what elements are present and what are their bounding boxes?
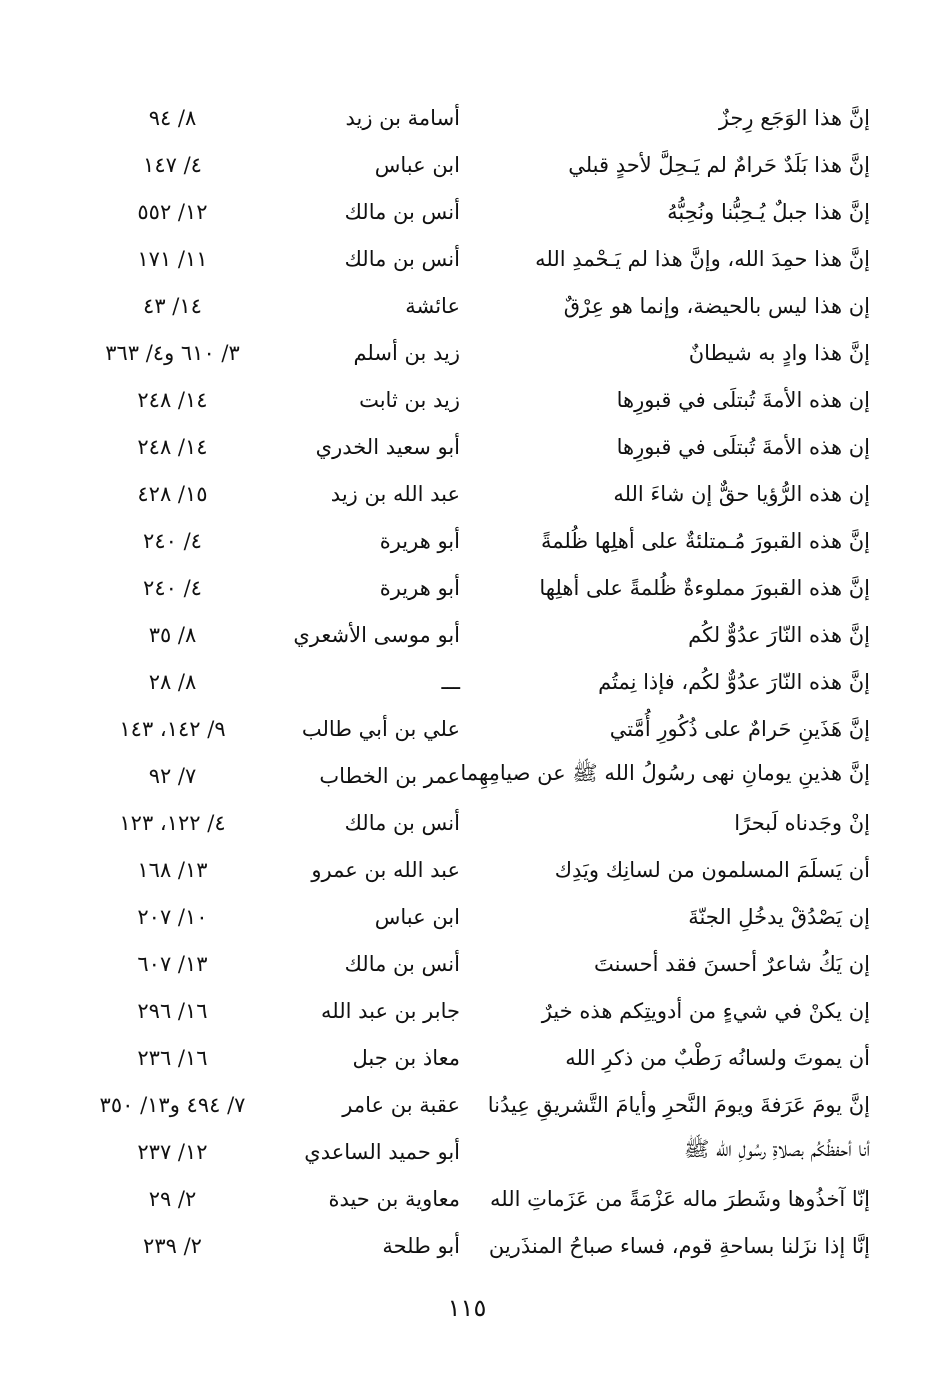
narrator-name: أنس بن مالك — [344, 951, 460, 976]
hadith-text: إنَّ هذه النّارَ عدُوٌّ لكُم — [688, 622, 870, 647]
hadith-text: إنَّ هذه القبورَ مُـمتلئةٌ على أهلِها ظُلمةً — [540, 528, 870, 553]
table-row — [70, 564, 870, 611]
volume-page-ref: ١٥/ ٤٢٨ — [137, 481, 208, 506]
narrator-name: علي بن أبي طالب — [301, 716, 460, 741]
narrator-name: أنس بن مالك — [344, 246, 460, 271]
narrator-name: زيد بن ثابت — [359, 387, 460, 412]
table-row — [70, 940, 870, 987]
table-row — [70, 1081, 870, 1128]
volume-page-ref: ١٤/ ٤٣ — [143, 293, 202, 318]
hadith-text: إنَّ هذينِ يومانِ نهى رسُولُ الله ﷺ عن صيامِهِما — [460, 761, 870, 785]
volume-page-ref: ٤/ ٢٤٠ — [143, 575, 202, 600]
narrator-name: ابن عباس — [374, 152, 460, 177]
hadith-text: إنَّ هذا الوَجَع رِجزٌ — [718, 105, 870, 130]
volume-page-ref: ١٤/ ٢٤٨ — [137, 434, 208, 459]
volume-page-ref: ١٣/ ٦٠٧ — [137, 951, 208, 976]
volume-page-ref: ١٣/ ١٦٨ — [137, 857, 208, 882]
volume-page-ref: ٢/ ٢٣٩ — [143, 1233, 202, 1258]
hadith-text: إن هذا ليس بالحيضة، وإنما هو عِرْقٌ — [563, 293, 870, 318]
hadith-text: إن يكنْ في شيءٍ من أدويتِكم هذه خيرٌ — [541, 998, 870, 1023]
table-row — [70, 235, 870, 282]
narrator-name: عمر بن الخطاب — [319, 763, 460, 788]
hadith-text: إن يَكُ شاعرٌ أحسنَ فقد أحسنتَ — [593, 951, 870, 976]
narrator-name: أنس بن مالك — [344, 810, 460, 835]
volume-page-ref: ٧/ ٤٩٤ و١٣/ ٣٥٠ — [99, 1092, 246, 1117]
table-row — [70, 94, 870, 141]
table-row — [70, 1222, 870, 1269]
narrator-name: أبو طلحة — [382, 1233, 460, 1258]
hadith-text: إنَّ هَذَينِ حَرامٌ على ذُكُورِ أُمَّتي — [609, 716, 870, 741]
table-row — [70, 470, 870, 517]
narrator-name: جابر بن عبد الله — [320, 998, 460, 1023]
volume-page-ref: ١٦/ ٢٩٦ — [137, 998, 208, 1023]
hadith-text: إنَّ يومَ عَرَفةَ ويومَ النَّحرِ وأيامَ التَّشريقِ عِيدُنا — [487, 1092, 870, 1117]
narrator-name: أبو هريرة — [379, 575, 460, 600]
table-row — [70, 1034, 870, 1081]
hadith-index-table — [70, 94, 870, 1269]
volume-page-ref: ٨/ ٢٨ — [148, 669, 197, 694]
volume-page-ref: ١١/ ١٧١ — [137, 246, 208, 271]
hadith-text: إنَّا إذا نزَلنا بساحةِ قوم، فساء صباحُ المنذَرين — [488, 1233, 870, 1258]
volume-page-ref: ٣/ ٦١٠ و٤/ ٣٦٣ — [105, 340, 240, 365]
hadith-text: أن يموتَ ولسانُه رَطْبٌ من ذكرِ الله — [565, 1045, 870, 1070]
narrator-name: عبد الله بن عمرو — [311, 857, 460, 882]
table-row — [70, 1175, 870, 1222]
volume-page-ref: ١٠/ ٢٠٧ — [137, 904, 208, 929]
narrator-name: أبو هريرة — [379, 528, 460, 553]
volume-page-ref: ١٦/ ٢٣٦ — [137, 1045, 208, 1070]
volume-page-ref: ٤/ ٢٤٠ — [143, 528, 202, 553]
table-row — [70, 846, 870, 893]
table-row — [70, 423, 870, 470]
volume-page-ref: ٤/ ١٤٧ — [143, 152, 202, 177]
hadith-text: أنا أحفظُكُم بصلاةِ رسُولِ الله ﷺ — [683, 1137, 870, 1161]
hadith-text: إن يَصْدُقْ يدخُلِ الجنّةَ — [688, 904, 870, 929]
table-row — [70, 141, 870, 188]
narrator-name: أبو حميد الساعدي — [304, 1139, 460, 1164]
volume-page-ref: ٢/ ٢٩ — [148, 1186, 197, 1211]
table-row — [70, 658, 870, 705]
page-number: ١١٥ — [447, 1294, 487, 1322]
table-row — [70, 893, 870, 940]
hadith-text: إن هذه الأمةَ تُبتلَى في قبورِها — [616, 387, 870, 412]
narrator-name: زيد بن أسلم — [353, 340, 460, 365]
narrator-name: معاوية بن حيدة — [328, 1186, 460, 1211]
table-row — [70, 1128, 870, 1175]
hadith-text: إنَّ هذا بَلَدٌ حَرامٌ لم يَـحِلَّ لأحدٍ قبلي — [568, 152, 870, 177]
hadith-text: إنَّ هذا حمِدَ الله، وإنَّ هذا لم يَـحْمدِ الله — [535, 246, 870, 271]
hadith-text: إنَّ هذه القبورَ مملوءةٌ ظُلمةً على أهلِها — [539, 575, 870, 600]
table-row — [70, 987, 870, 1034]
table-row — [70, 329, 870, 376]
table-row — [70, 752, 870, 799]
narrator-name: عائشة — [405, 293, 460, 318]
table-row — [70, 799, 870, 846]
volume-page-ref: ٨/ ٣٥ — [148, 622, 197, 647]
volume-page-ref: ١٢/ ٥٥٢ — [137, 199, 208, 224]
hadith-text: إنَّ هذا جبلٌ يُـحِبُّنا ونُحِبُّهُ — [667, 199, 870, 224]
table-row — [70, 282, 870, 329]
narrator-name: أسامة بن زيد — [345, 105, 460, 130]
volume-page-ref: ٩/ ١٤٢، ١٤٣ — [119, 716, 226, 741]
narrator-name: ابن عباس — [374, 904, 460, 929]
table-row — [70, 705, 870, 752]
narrator-name: عقبة بن عامر — [342, 1092, 460, 1117]
hadith-text: إن هذه الأمةَ تُبتلَى في قبورِها — [616, 434, 870, 459]
hadith-text: إنْ وجَدناه لَبحرًا — [734, 810, 870, 835]
volume-page-ref: ٧/ ٩٢ — [148, 763, 197, 788]
volume-page-ref: ٤/ ١٢٢، ١٢٣ — [119, 810, 226, 835]
hadith-text: إنَّ هذا وادٍ به شيطانٌ — [688, 340, 870, 365]
table-row — [70, 376, 870, 423]
hadith-text: إنَّ هذه النّارَ عدُوٌّ لكُم، فإذا نِمتُم — [598, 669, 870, 694]
narrator-name: ـــ — [441, 669, 460, 694]
hadith-text: إن هذه الرُّؤيا حقٌّ إن شاءَ الله — [613, 481, 870, 506]
volume-page-ref: ١٤/ ٢٤٨ — [137, 387, 208, 412]
table-row — [70, 517, 870, 564]
table-row — [70, 611, 870, 658]
narrator-name: أنس بن مالك — [344, 199, 460, 224]
hadith-text: إنّا آخذُوها وشَطرَ ماله عَزْمَةً من عَزَماتِ الله — [490, 1186, 870, 1211]
table-row — [70, 188, 870, 235]
narrator-name: أبو سعيد الخدري — [315, 434, 460, 459]
narrator-name: عبد الله بن زيد — [330, 481, 460, 506]
narrator-name: معاذ بن جبل — [352, 1045, 460, 1070]
narrator-name: أبو موسى الأشعري — [293, 622, 460, 647]
volume-page-ref: ٨/ ٩٤ — [148, 105, 197, 130]
hadith-text: أن يَسلَمَ المسلمون من لسانِك ويَدِك — [554, 857, 870, 882]
volume-page-ref: ١٢/ ٢٣٧ — [137, 1139, 208, 1164]
